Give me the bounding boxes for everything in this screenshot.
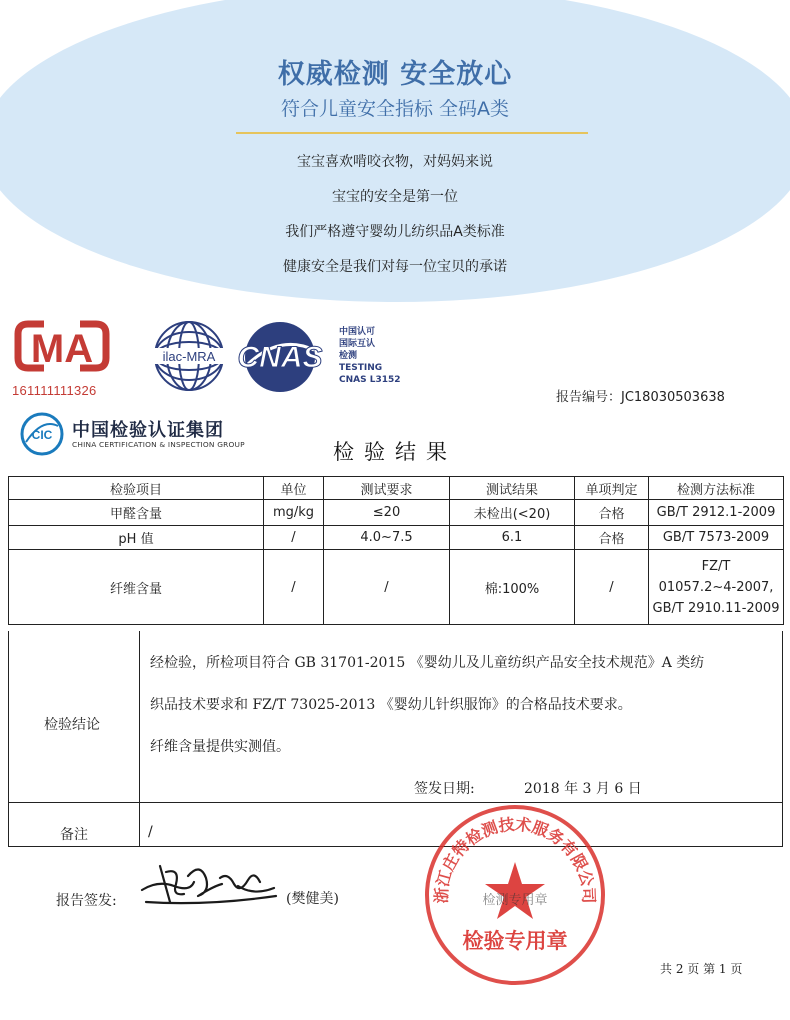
cell-judgement: 合格 bbox=[575, 500, 649, 526]
cell-result: 棉:100% bbox=[450, 550, 575, 625]
cnas-logo-text: CNAS bbox=[237, 341, 323, 374]
cell-requirement: ≤20 bbox=[324, 500, 450, 526]
cell-unit: mg/kg bbox=[264, 500, 324, 526]
seal-bottom-text: 检验专用章 bbox=[462, 928, 568, 953]
remark-divider bbox=[8, 802, 783, 803]
cic-group-name: 中国检验认证集团 bbox=[72, 420, 224, 441]
cell-unit: / bbox=[264, 526, 324, 550]
report-title: 检验结果 bbox=[333, 440, 457, 464]
signature-label: 报告签发: bbox=[56, 893, 117, 909]
signer-name: (樊健美) bbox=[286, 891, 339, 907]
column-header: 检测方法标准 bbox=[649, 477, 784, 500]
method-line: FZ/T bbox=[701, 558, 731, 574]
cma-number: 161111111326 bbox=[12, 383, 97, 398]
banner-line: 宝宝喜欢啃咬衣物，对妈妈来说 bbox=[297, 154, 493, 170]
conclusion-line: 织品技术要求和 FZ/T 73025-2013 《婴幼儿针织服饰》的合格品技术要求。 bbox=[150, 697, 632, 713]
conclusion-label: 检验结论 bbox=[44, 717, 100, 733]
cell-requirement: 4.0~7.5 bbox=[324, 526, 450, 550]
remark-value: / bbox=[148, 824, 153, 840]
handwritten-signature bbox=[136, 856, 284, 914]
column-header: 单项判定 bbox=[575, 477, 649, 500]
banner-line: 宝宝的安全是第一位 bbox=[332, 189, 458, 205]
ilac-mra-logo bbox=[148, 318, 230, 394]
banner-line: 我们严格遵守婴幼儿纺织品A类标准 bbox=[285, 224, 505, 240]
table-row bbox=[9, 500, 784, 526]
cic-badge-text: CIC bbox=[31, 428, 53, 442]
column-header: 测试要求 bbox=[324, 477, 450, 500]
conclusion-line: 经检验，所检项目符合 GB 31701-2015 《婴幼儿及儿童纺织产品安全技术规范》A 类纺 bbox=[150, 655, 705, 671]
cell-result: 6.1 bbox=[450, 526, 575, 550]
cell-requirement: / bbox=[324, 550, 450, 625]
column-header: 检验项目 bbox=[9, 477, 264, 500]
results-table bbox=[8, 476, 784, 625]
banner-headline: 权威检测 安全放心 bbox=[277, 59, 513, 90]
table-row bbox=[9, 526, 784, 550]
banner-divider bbox=[236, 132, 588, 134]
cell-method: GB/T 7573-2009 bbox=[649, 526, 784, 550]
cell-judgement: / bbox=[575, 550, 649, 625]
column-header: 单位 bbox=[264, 477, 324, 500]
sign-date: 2018 年 3 月 6 日 bbox=[524, 781, 642, 797]
cic-group-english: CHINA CERTIFICATION & INSPECTION GROUP bbox=[72, 440, 245, 449]
cell-method bbox=[649, 550, 784, 625]
table-row bbox=[9, 550, 784, 625]
remark-label: 备注 bbox=[60, 827, 88, 843]
method-line: GB/T 2910.11-2009 bbox=[652, 600, 780, 616]
sign-date-label: 签发日期: bbox=[414, 781, 475, 797]
column-header: 测试结果 bbox=[450, 477, 575, 500]
banner-subline: 符合儿童安全指标 全码A类 bbox=[280, 98, 510, 120]
table-header-row bbox=[9, 477, 784, 500]
method-line: 01057.2~4-2007, bbox=[658, 579, 774, 595]
cma-logo bbox=[14, 318, 110, 374]
seal-center-text: 检测专用章 bbox=[482, 893, 548, 908]
ilac-mra-text: ilac-MRA bbox=[162, 349, 216, 364]
report-number: 报告编号：JC18030503638 bbox=[556, 390, 725, 405]
cell-item: pH 值 bbox=[9, 526, 264, 550]
cell-method: GB/T 2912.1-2009 bbox=[649, 500, 784, 526]
banner-line: 健康安全是我们对每一位宝贝的承诺 bbox=[283, 259, 507, 275]
seal-ring-text: 浙江庄特检测技术服务有限公司 bbox=[431, 814, 599, 904]
cell-judgement: 合格 bbox=[575, 526, 649, 550]
page-counter: 共 2 页 第 1 页 bbox=[660, 962, 743, 976]
conclusion-divider bbox=[139, 631, 140, 847]
cell-item: 甲醛含量 bbox=[9, 500, 264, 526]
conclusion-line: 纤维含量提供实测值。 bbox=[150, 739, 290, 755]
cma-logo-text: MA bbox=[30, 327, 94, 371]
cell-result: 未检出(<20) bbox=[450, 500, 575, 526]
cnas-logo bbox=[228, 320, 334, 394]
company-seal bbox=[420, 800, 610, 990]
cell-item: 纤维含量 bbox=[9, 550, 264, 625]
cnas-detail: 中国认可 国际互认 检测 TESTING CNAS L3152 bbox=[339, 327, 401, 385]
cell-unit: / bbox=[264, 550, 324, 625]
